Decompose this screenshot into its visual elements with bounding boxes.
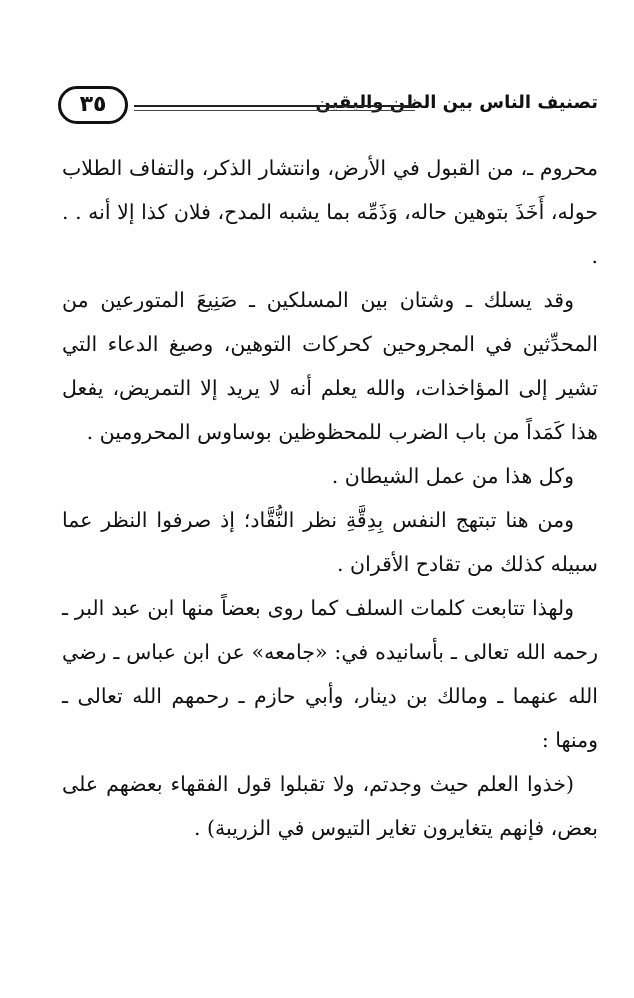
paragraph-tawrea: وقد يسلك ـ وشتان بين المسلكين ـ صَنِيعَ المتورعين من المحدِّثين في المجروحين كحركات التوهين، وصيغ الدعاء التي تشير إلى المؤاخذات، والله يعلم أنه لا يريد إلا التمريض، يفعل هذا كَمَداً من باب الضرب للمحظوظين بوساوس المحرومين . [62,288,598,444]
paragraph-continuation: محروم ـ، من القبول في الأرض، وانتشار الذكر، والتفاف الطلاب حوله، أَخَذَ بتوهين حاله، وَذَمِّه بما يشبه المدح، فلان كذا إلا أنه . . . [62,156,598,268]
body-text [62,146,598,850]
paragraph-quote: (خذوا العلم حيث وجدتم، ولا تقبلوا قول الفقهاء بعضهم على بعض، فإنهم يتغايرون تغاير التيوس في الزريبة) . [62,772,598,840]
paragraph-nuqqad: ومن هنا تبتهج النفس بِدِقَّةِ نظر النُّقَّاد؛ إذ صرفوا النظر عما سبيله كذلك من تقادح الأقران . [62,508,598,576]
paragraph-shaytan: وكل هذا من عمل الشيطان . [331,464,574,488]
running-title: تصنيف الناس بين الظن واليقين [315,92,598,113]
header-rule-thin [134,110,415,111]
page-header [58,84,598,130]
paragraph-salaf: ولهذا تتابعت كلمات السلف كما روى بعضاً منها ابن عبد البر ـ رحمه الله تعالى ـ بأسانيده في: «جامعه» عن ابن عباس ـ رضي الله عنهما ـ ومالك بن دينار، وأبي حازم ـ رحمهم الله تعالى ـ ومنها : [62,596,598,752]
page-number-badge: ٣٥ [58,86,128,124]
header-rule [134,105,415,107]
